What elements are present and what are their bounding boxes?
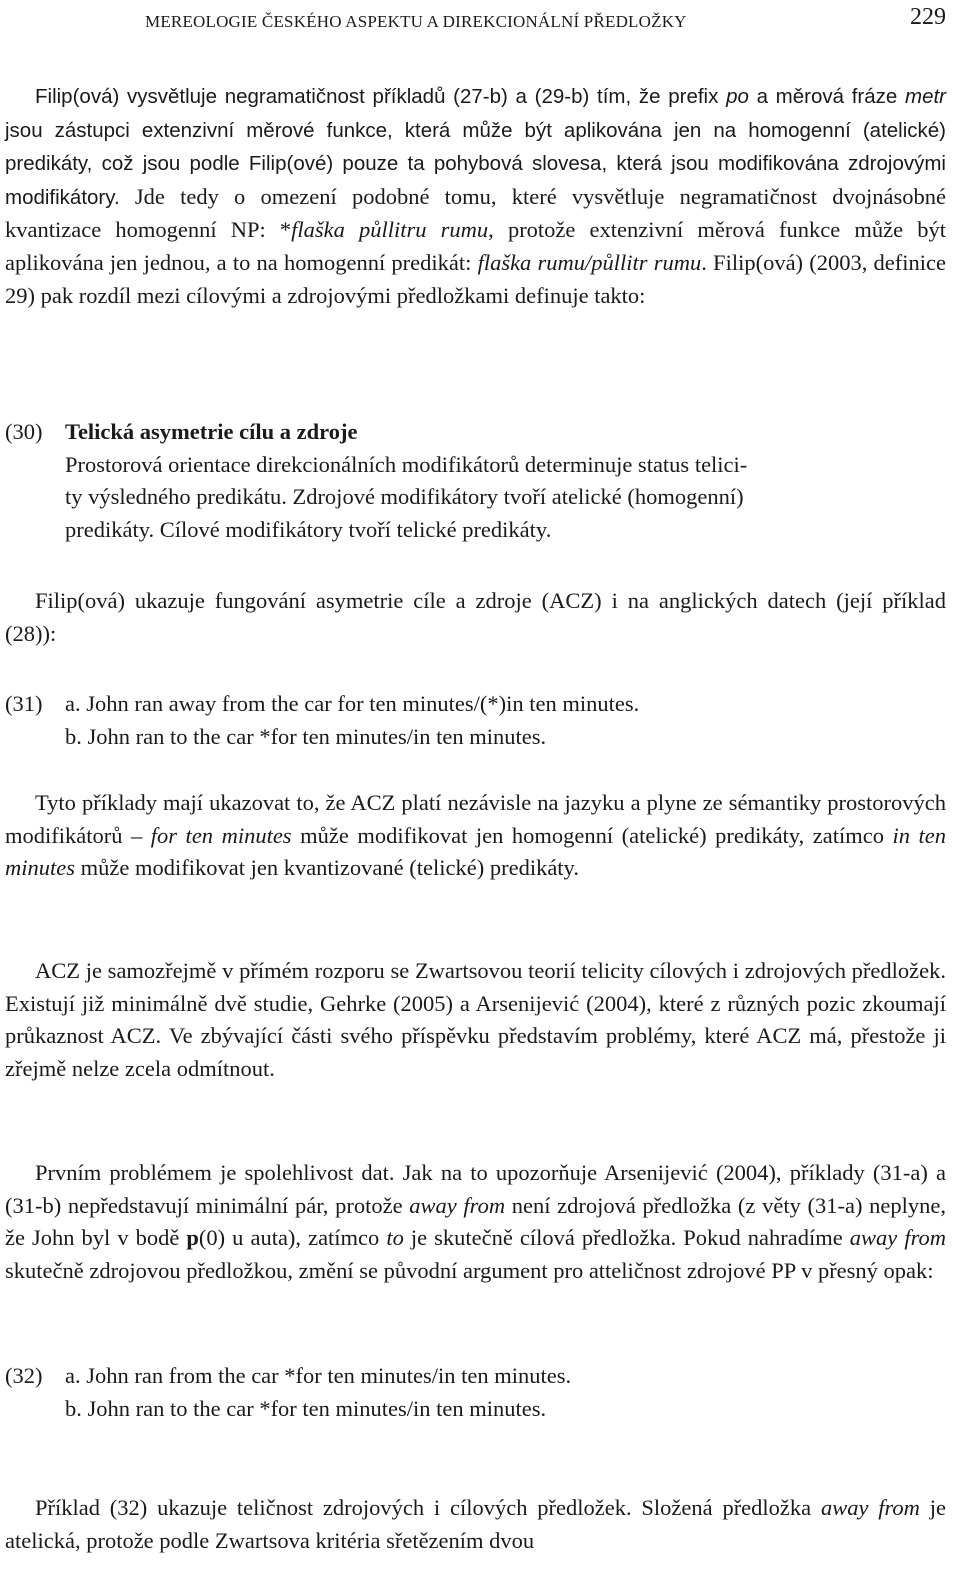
example-line-b: b. John ran to the car *for ten minutes/in ten minutes. bbox=[65, 1395, 547, 1421]
example-line-a: a. John ran away from the car for ten minutes/(*)in ten minutes. bbox=[65, 691, 640, 716]
paragraph-3: Tyto příklady mají ukazovat to, že ACZ platí nezávisle na jazyku a plyne ze sémantiky prostorových modifikátorů – for ten minutes může modifikovat jen homogenní (atelické) predikáty, zatímco in ten minutes může modifikovat jen kvantizované (telické) predikáty. bbox=[5, 790, 946, 881]
example-line: Prostorová orientace direkcionálních modifikátorů determinuje status telici- bbox=[65, 451, 748, 477]
paragraph-1: Filip(ová) vysvětluje negramatičnost příkladů (27-b) a (29-b) tím, že prefix po a měrová fráze metr jsou zástupci extenzivní měrové funkce, která může být aplikována jen na homogenní (atelické) predikáty, což jsou podle Filip(ové) pouze ta pohybová slovesa, která jsou modifikována zdrojovými modifikátory. Jde tedy o omezení podobné tomu, které vysvětluje negramatičnost dvojnásobné kvantizace homogenní NP: *flaška půllitru rumu, protože extenzivní měrová funkce může být aplikována jen jednou, a to na homogenní predikát: flaška rumu/půllitr rumu. Filip(ová) (2003, definice 29) pak rozdíl mezi cílovými a zdrojovými předložkami definuje takto: bbox=[5, 85, 947, 308]
paragraph-5: Prvním problémem je spolehlivost dat. Jak na to upozorňuje Arsenijević (2004), příklady (31-a) a (31-b) nepředstavují minimální pár, protože away from není zdrojová předložka (z věty (31-a) neplyne, že John byl v bodě p(0) u auta), zatímco to je skutečně cílová předložka. Pokud nahradíme away from skutečně zdrojovou předložkou, změní se původní argument pro atteličnost zdrojové PP v přesný opak: bbox=[5, 1160, 946, 1283]
paragraph-2: Filip(ová) ukazuje fungování asymetrie cíle a zdroje (ACZ) i na anglických datech (její příklad (28)): bbox=[5, 588, 946, 646]
example-number: (30) bbox=[5, 419, 43, 444]
example-line: predikáty. Cílové modifikátory tvoří telické predikáty. bbox=[65, 516, 552, 542]
example-30 bbox=[5, 416, 946, 556]
example-number: (32) bbox=[5, 1363, 43, 1388]
example-line-a: a. John ran from the car *for ten minutes/in ten minutes. bbox=[65, 1363, 572, 1388]
example-line-b: b. John ran to the car *for ten minutes/in ten minutes. bbox=[65, 723, 547, 749]
paragraph-4: ACZ je samozřejmě v přímém rozporu se Zwartsovou teorií telicity cílových i zdrojových předložek. Existují již minimálně dvě studie, Gehrke (2005) a Arsenijević (2004), které z různých pozic zkoumají průkaznost ACZ. Ve zbývající části svého příspěvku představím problémy, které ACZ má, přestože ji zřejmě nelze zcela odmítnout. bbox=[5, 958, 946, 1081]
example-32 bbox=[5, 1360, 946, 1430]
paragraph-1-sans: Filip(ová) vysvětluje negramatičnost příkladů (27-b) a (29-b) tím, že prefix po a měrová fráze metr jsou zástupci extenzivní měrové funkce, která může být aplikována jen na homogenní (atelické) predikáty, což jsou podle Filip(ové) pouze ta pohybová slovesa, která jsou modifikována zdrojovými modifikátory. bbox=[5, 85, 946, 209]
page-number: 229 bbox=[910, 4, 946, 30]
example-31 bbox=[5, 688, 946, 758]
running-header bbox=[5, 4, 951, 34]
example-line: ty výsledného predikátu. Zdrojové modifikátory tvoří atelické (homogenní) bbox=[65, 484, 744, 510]
paragraph-6: Příklad (32) ukazuje teličnost zdrojových i cílových předložek. Složená předložka away from je atelická, protože podle Zwartsova kritéria sřetězením dvou bbox=[5, 1495, 946, 1553]
header-title: MEREOLOGIE ČESKÉHO ASPEKTU A DIREKCIONÁLNÍ PŘEDLOŽKY bbox=[145, 12, 687, 31]
example-number: (31) bbox=[5, 691, 43, 716]
example-title: Telická asymetrie cílu a zdroje bbox=[65, 419, 358, 444]
